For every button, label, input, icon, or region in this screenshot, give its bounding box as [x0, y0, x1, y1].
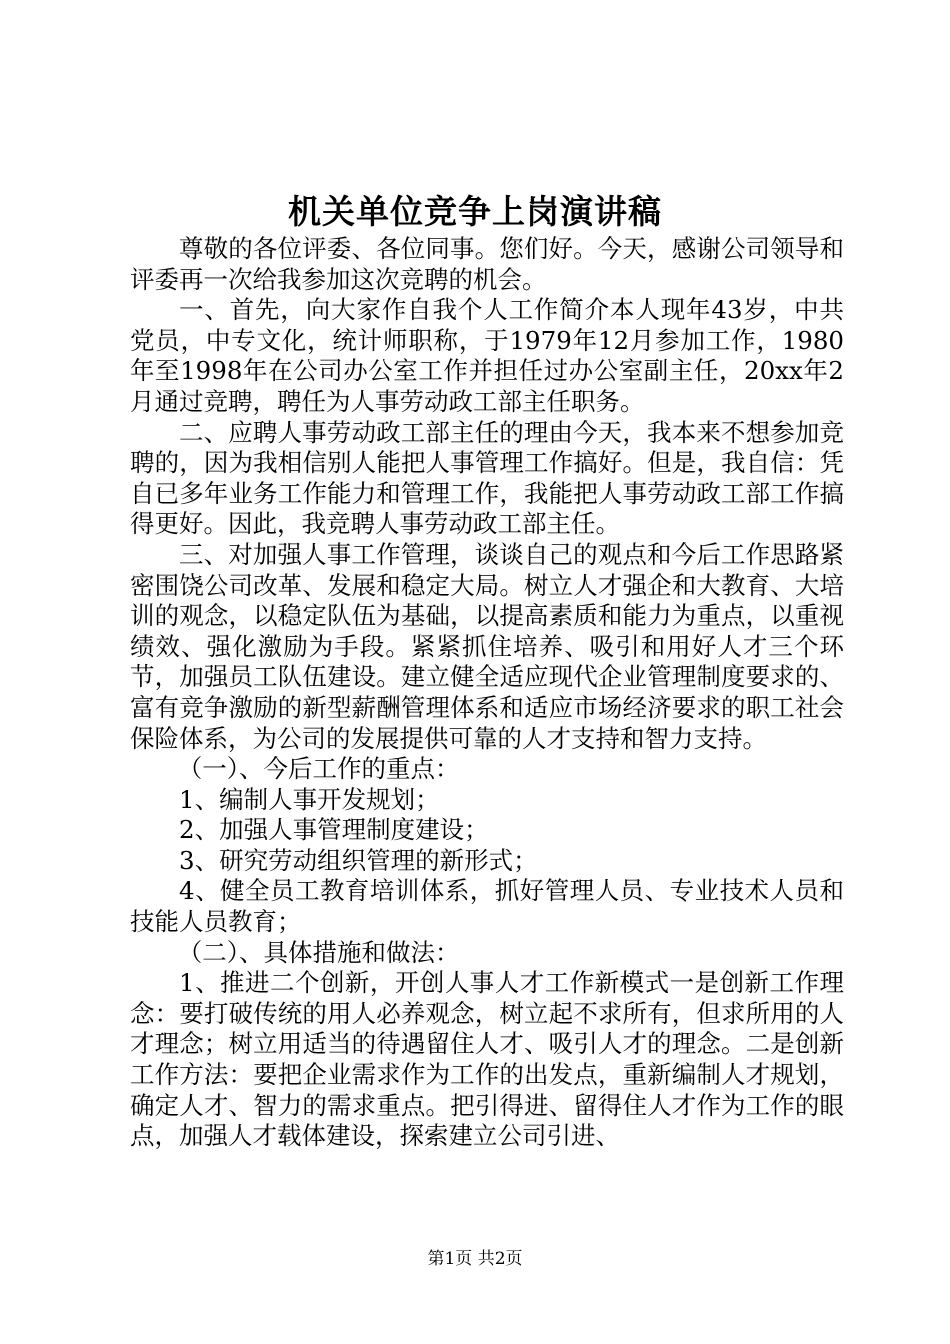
section-heading-focus: （一）、今后工作的重点： — [177, 754, 460, 784]
list-item: 4、健全员工教育培训体系，抓好管理人员、专业技术人员和技能人员教育； — [130, 876, 844, 937]
section-heading-measures: （二）、具体措施和做法： — [177, 937, 460, 967]
list-item: 2、加强人事管理制度建设； — [179, 815, 489, 845]
list-item: 3、研究劳动组织管理的新形式； — [179, 845, 538, 875]
paragraph-measure-1: 1、推进二个创新，开创人事人才工作新模式一是创新工作理念：要打破传统的用人必养观念，树立起不求所有，但求所用的人才理念；树立用适当的待遇留住人才、吸引人才的理念。二是创新工作方法：要把企业需求作为工作的出发点，重新编制人才规划，确定人才、智力的需求重点。把引得进、留得住人才作为工作的眼点，加强人才载体建设，探索建立公司引进、 — [130, 968, 844, 1151]
paragraph-greeting: 尊敬的各位评委、各位同事。您们好。今天，感谢公司领导和评委再一次给我参加这次竞聘的机会。 — [130, 234, 844, 294]
document-body — [130, 234, 844, 1152]
paragraph-self-introduction: 一、首先，向大家作自我个人工作简介本人现年43岁，中共党员，中专文化，统计师职称，于1979年12月参加工作，1980年至1998年在公司办公室工作并担任过办公室副主任，20xx年2月通过竞聘，聘任为人事劳动政工部主任职务。 — [130, 295, 844, 416]
page-footer: 第1页 共2页 — [427, 1249, 523, 1269]
document-title: 机关单位竞争上岗演讲稿 — [288, 192, 662, 231]
paragraph-work-ideas: 三、对加强人事工作管理，谈谈自己的观点和今后工作思路紧密围饶公司改革、发展和稳定大局。树立人才强企和大教育、大培训的观念，以稳定队伍为基础，以提高素质和能力为重点，以重视绩效、强化激励为手段。紧紧抓住培养、吸引和用好人才三个环节，加强员工队伍建设。建立健全适应现代企业管理制度要求的、富有竞争激励的新型薪酬管理体系和适应市场经济要求的职工社会保险体系，为公司的发展提供可靠的人才支持和智力支持。 — [130, 539, 844, 753]
paragraph-reasons: 二、应聘人事劳动政工部主任的理由今天，我本来不想参加竞聘的，因为我相信别人能把人事管理工作搞好。但是，我自信：凭自已多年业务工作能力和管理工作，我能把人事劳动政工部工作搞得更好。因此，我竞聘人事劳动政工部主任。 — [130, 417, 844, 539]
list-item: 1、编制人事开发规划； — [179, 784, 440, 814]
